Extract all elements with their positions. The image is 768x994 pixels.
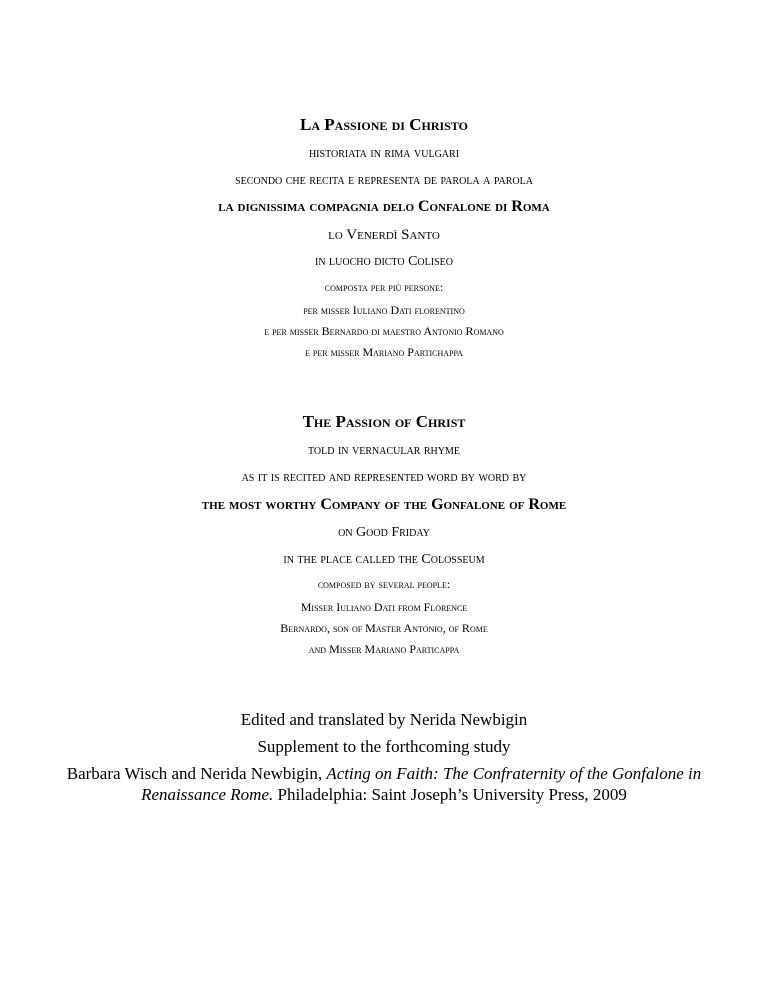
english-title: The Passion of Christ [302,412,466,431]
citation-book-title: Acting on Faith: The Confraternity of the Gonfalone in Renaissance Rome. [141,764,702,804]
italian-line-1: historiata in rima vulgari [308,146,460,161]
italian-line-3: la dignissima compagnia delo Confalone di Roma [218,198,550,215]
english-line-1: told in vernacular rhyme [308,443,460,458]
edited-by: Edited and translated by Nerida Newbigin [240,710,528,729]
english-line-7: Misser Iuliano Dati from Florence [300,600,468,614]
english-line-2: as it is recited and represented word by word by [241,470,527,485]
italian-line-5: in luocho dicto Coliseo [315,254,453,269]
english-line-4: on Good Friday [338,525,430,540]
italian-title: La Passione di Christo [300,115,468,134]
citation-authors: Barbara Wisch and Nerida Newbigin, [66,764,327,783]
citation-publisher: Philadelphia: Saint Joseph’s University Press, 2009 [273,785,627,804]
english-line-9: and Misser Mariano Particappa [308,642,460,656]
italian-line-4: lo Venerdì Santo [328,227,440,243]
supplement-note: Supplement to the forthcoming study [257,737,511,756]
english-line-5: in the place called the Colosseum [283,552,485,567]
italian-line-9: e per misser Mariano Partichappa [305,345,463,359]
english-line-6: composed by several people: [317,577,451,591]
citation [60,763,708,805]
italian-line-7: per misser Iuliano Dati florentino [303,303,465,317]
italian-line-6: composta per più persone: [324,280,444,294]
english-line-8: Bernardo, son of Master Antonio, of Rome [280,621,488,635]
italian-line-2: secondo che recita e representa de parola a parola [235,173,533,188]
italian-line-8: e per misser Bernardo di maestro Antonio Romano [264,324,504,338]
english-line-3: the most worthy Company of the Gonfalone of Rome [201,496,567,513]
